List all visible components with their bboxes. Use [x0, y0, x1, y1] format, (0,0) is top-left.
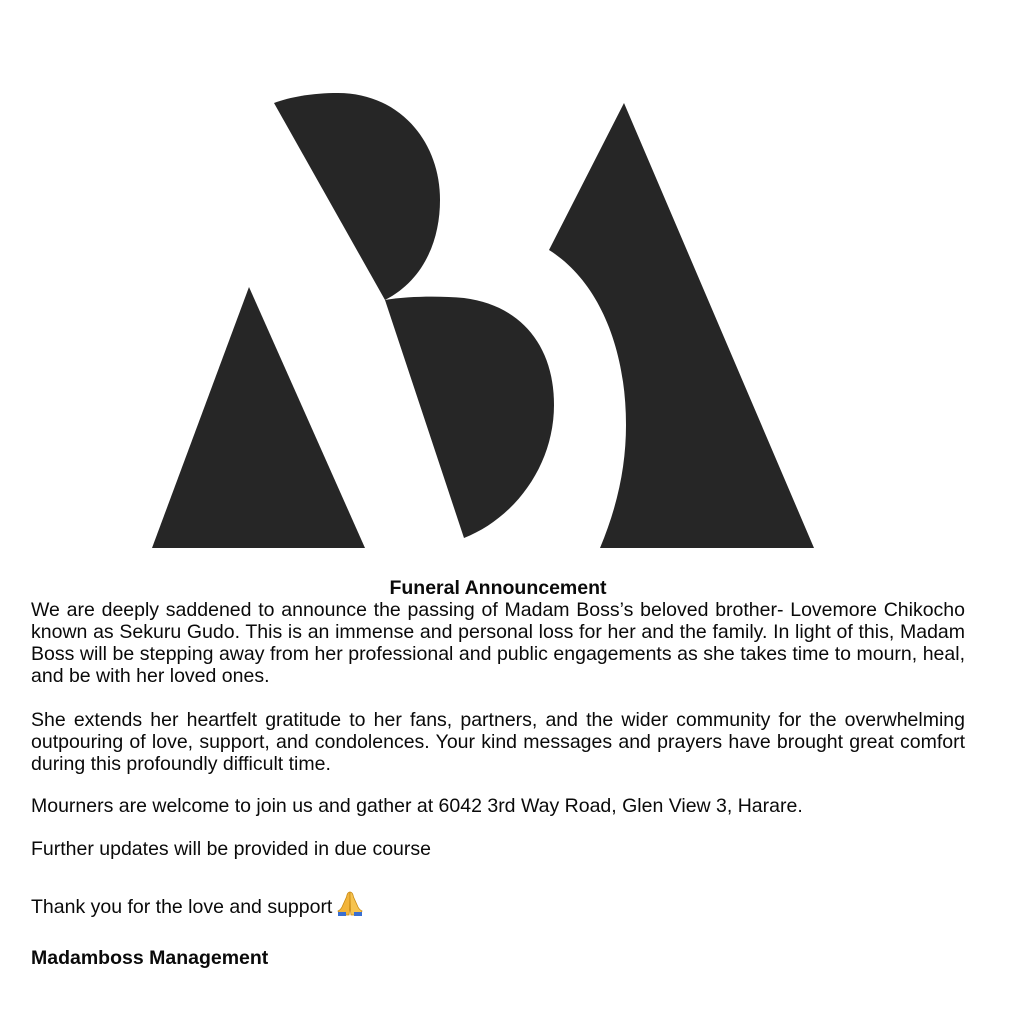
logo-right-a-shape — [549, 103, 814, 548]
folded-hands-icon — [336, 890, 364, 921]
logo-b-upper-bowl — [274, 93, 440, 300]
thanks-text: Thank you for the love and support — [31, 896, 333, 918]
paragraph-mourners-address: Mourners are welcome to join us and gather at 6042 3rd Way Road, Glen View 3, Harare. — [31, 795, 803, 817]
logo-left-triangle — [152, 287, 365, 548]
logo-b-lower-bowl — [385, 297, 554, 538]
paragraph-updates: Further updates will be provided in due course — [31, 838, 431, 860]
paragraph-gratitude: She extends her heartfelt gratitude to her fans, partners, and the wider community for the overwhelming outpouring of love, support, and condolences. Your kind messages and prayers have brought great comfort during this profoundly difficult time. — [31, 709, 965, 775]
announcement-title: Funeral Announcement — [389, 577, 607, 599]
paragraph-thanks — [31, 890, 965, 921]
announcement-body — [31, 577, 965, 969]
paragraph-passing: We are deeply saddened to announce the passing of Madam Boss’s beloved brother- Lovemore Chikocho known as Sekuru Gudo. This is an immense and personal loss for her and the family. In light of this, Madam Boss will be stepping away from her professional and public engagements as she takes time to mourn, heal, and be with her loved ones. — [31, 599, 965, 687]
signoff: Madamboss Management — [31, 947, 269, 969]
